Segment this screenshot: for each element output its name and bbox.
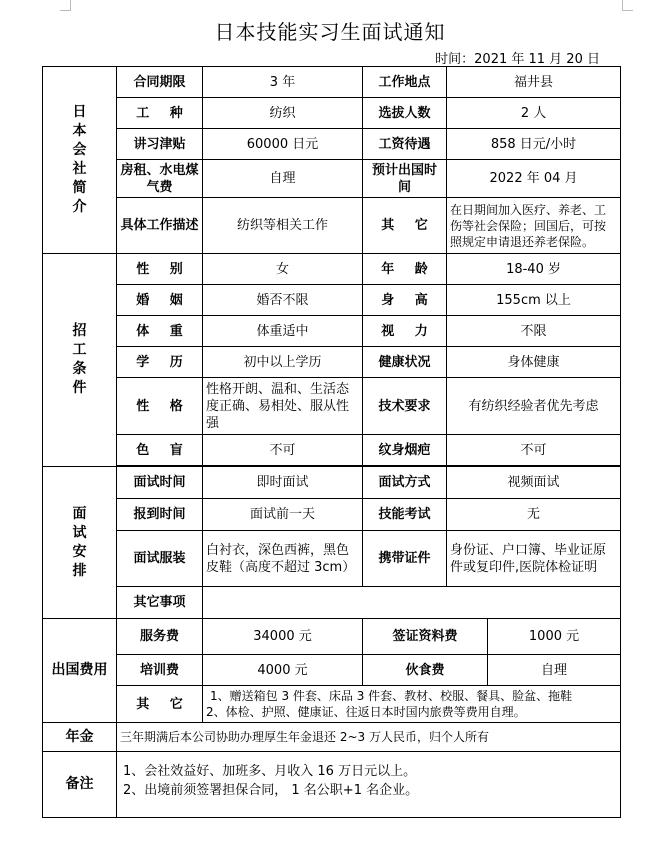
allowance-value: 60000 日元 <box>203 129 363 160</box>
gender-value: 女 <box>203 254 363 285</box>
company-other-value: 在日期间加入医疗、养老、工伤等社会保险；回国后，可按照规定申请退还养老保险。 <box>447 198 621 254</box>
health-value: 身体健康 <box>447 347 621 378</box>
height-value: 155cm 以上 <box>447 285 621 316</box>
age-value: 18-40 岁 <box>447 254 621 285</box>
remarks-line2: 2、出境前须签署担保合同， 1 名公职+1 名企业。 <box>123 783 419 798</box>
departure-label: 预计出国时间 <box>363 160 447 198</box>
skill-label: 技术要求 <box>363 378 447 435</box>
salary-value: 858 日元/小时 <box>447 129 621 160</box>
interview-notice-table <box>42 66 621 818</box>
allowance-label: 讲习津贴 <box>117 129 203 160</box>
marriage-value: 婚否不限 <box>203 285 363 316</box>
food-fee-label: 伙食费 <box>363 655 488 686</box>
fees-other-line2: 2、体检、护照、健康证、往返日本时国内旅费等费用自理。 <box>206 705 526 719</box>
colorblind-label: 色 盲 <box>117 435 203 466</box>
workplace-value: 福井县 <box>447 67 621 98</box>
count-label: 选拔人数 <box>363 98 447 129</box>
marriage-label: 婚 姻 <box>117 285 203 316</box>
rent-value: 自理 <box>203 160 363 198</box>
service-fee-value: 34000 元 <box>203 619 363 655</box>
training-fee-label: 培训费 <box>117 655 203 686</box>
departure-value: 2022 年 04 月 <box>447 160 621 198</box>
training-fee-value: 4000 元 <box>203 655 363 686</box>
page-corner-mark-left <box>60 0 71 11</box>
fees-other-value <box>203 686 621 723</box>
document-title: 日本技能实习生面试通知 <box>214 20 446 44</box>
remarks-label: 备注 <box>43 752 117 818</box>
misc-value <box>203 587 621 619</box>
vision-value: 不限 <box>447 316 621 347</box>
tattoo-value: 不可 <box>447 435 621 466</box>
education-value: 初中以上学历 <box>203 347 363 378</box>
personality-value: 性格开朗、温和、生活态度正确、易相处、服从性强 <box>203 378 363 435</box>
misc-label: 其它事项 <box>117 587 203 619</box>
health-label: 健康状况 <box>363 347 447 378</box>
contract-label: 合同期限 <box>117 67 203 98</box>
section-interview: 面试安排 <box>43 467 117 619</box>
interview-method-label: 面试方式 <box>363 467 447 499</box>
remarks-line1: 1、会社效益好、加班多、月收入 16 万日元以上。 <box>123 764 417 779</box>
remarks-value <box>117 752 621 818</box>
company-other-label: 其 它 <box>363 198 447 254</box>
documents-value: 身份证、户口簿、毕业证原件或复印件,医院体检证明 <box>447 531 621 587</box>
interview-time-label: 面试时间 <box>117 467 203 499</box>
report-time-value: 面试前一天 <box>203 499 363 531</box>
interview-method-value: 视频面试 <box>447 467 621 499</box>
pension-value: 三年期满后本公司协助办理厚生年金退还 2~3 万人民币，归个人所有 <box>117 723 621 752</box>
service-fee-label: 服务费 <box>117 619 203 655</box>
colorblind-value: 不可 <box>203 435 363 466</box>
skill-exam-value: 无 <box>447 499 621 531</box>
vision-label: 视 力 <box>363 316 447 347</box>
education-label: 学 历 <box>117 347 203 378</box>
personality-label: 性 格 <box>117 378 203 435</box>
skill-value: 有纺织经验者优先考虑 <box>447 378 621 435</box>
visa-fee-value: 1000 元 <box>488 619 621 655</box>
height-label: 身 高 <box>363 285 447 316</box>
job-description-label: 具体工作描述 <box>117 198 203 254</box>
pension-label: 年金 <box>43 723 117 752</box>
gender-label: 性 别 <box>117 254 203 285</box>
food-fee-value: 自理 <box>488 655 621 686</box>
skill-exam-label: 技能考试 <box>363 499 447 531</box>
job-label: 工 种 <box>117 98 203 129</box>
salary-label: 工资待遇 <box>363 129 447 160</box>
documents-label: 携带证件 <box>363 531 447 587</box>
fees-other-label: 其 它 <box>117 686 203 723</box>
section-recruit: 招工条件 <box>43 254 117 467</box>
visa-fee-label: 签证资料费 <box>363 619 488 655</box>
count-value: 2 人 <box>447 98 621 129</box>
notice-date: 时间：2021 年 11 月 20 日 <box>435 52 600 67</box>
age-label: 年 龄 <box>363 254 447 285</box>
workplace-label: 工作地点 <box>363 67 447 98</box>
weight-label: 体 重 <box>117 316 203 347</box>
tattoo-label: 纹身烟疤 <box>363 435 447 466</box>
report-time-label: 报到时间 <box>117 499 203 531</box>
section-company: 日本会社简介 <box>43 67 117 254</box>
job-value: 纺织 <box>203 98 363 129</box>
page-corner-mark-right <box>622 0 633 11</box>
contract-value: 3 年 <box>203 67 363 98</box>
interview-time-value: 即时面试 <box>203 467 363 499</box>
job-description-value: 纺织等相关工作 <box>203 198 363 254</box>
rent-label: 房租、水电煤气费 <box>117 160 203 198</box>
section-fees: 出国费用 <box>43 619 117 723</box>
dress-label: 面试服装 <box>117 531 203 587</box>
fees-other-line1: 1、赠送箱包 3 件套、床品 3 件套、教材、校服、餐具、脸盆、拖鞋 <box>210 689 573 703</box>
dress-value: 白衬衣，深色西裤，黑色皮鞋（高度不超过 3cm） <box>203 531 363 587</box>
weight-value: 体重适中 <box>203 316 363 347</box>
